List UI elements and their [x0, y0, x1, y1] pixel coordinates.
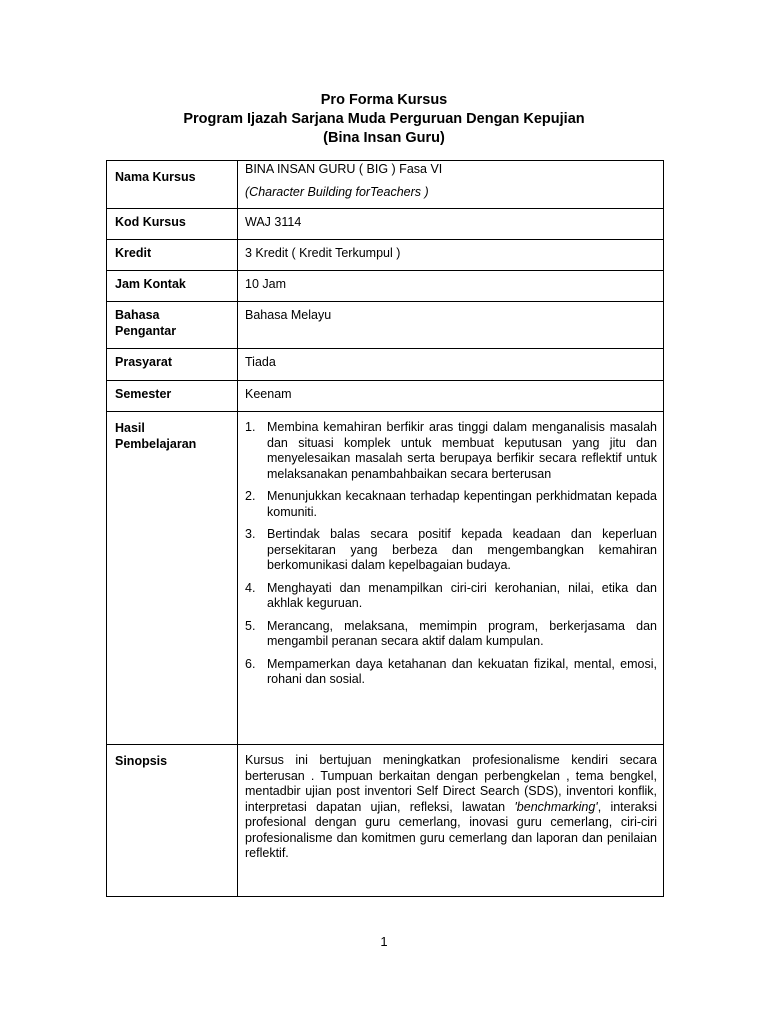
- list-item: [245, 581, 657, 612]
- label-bahasa-line1: Bahasa: [115, 308, 160, 322]
- synopsis-italic: 'benchmarking': [514, 799, 598, 814]
- value-hasil-pembelajaran: [238, 412, 664, 745]
- item-number: 6.: [245, 656, 256, 671]
- item-text: Mempamerkan daya ketahanan dan kekuatan fizikal, mental, emosi, rohani dan sosial.: [267, 656, 657, 686]
- value-kredit: 3 Kredit ( Kredit Terkumpul ): [238, 240, 664, 271]
- value-semester: Keenam: [238, 381, 664, 412]
- value-nama-kursus: [238, 161, 664, 209]
- header-title: Pro Forma Kursus: [320, 92, 448, 108]
- list-item: [245, 657, 657, 688]
- item-number: 1.: [245, 420, 256, 434]
- item-number: 5.: [245, 618, 256, 633]
- label-prasyarat: Prasyarat: [107, 349, 238, 381]
- row-hasil-pembelajaran: [107, 412, 664, 745]
- label-hasil-pembelajaran: [107, 412, 238, 745]
- label-semester: Semester: [107, 381, 238, 412]
- row-bahasa-pengantar: [107, 302, 664, 349]
- item-text: Bertindak balas secara positif kepada keadaan dan keperluan persekitaran yang berbeza dan mengembangkan kemahiran berkomunikasi dalam kepelbagaian budaya.: [267, 527, 657, 572]
- label-hasil-line1: Hasil: [115, 421, 145, 435]
- label-kredit: Kredit: [107, 240, 238, 271]
- item-text: Membina kemahiran berfikir aras tinggi dalam menganalisis masalah dan situasi komplek untuk membuat keputusan yang jitu dan menyelesaikan masalah serta berupaya berfikir secara reflektif untuk melaksanakan penambahbaikan secara berterusan: [267, 420, 657, 481]
- label-kod-kursus: Kod Kursus: [107, 209, 238, 240]
- item-number: 4.: [245, 580, 256, 595]
- label-sinopsis: Sinopsis: [107, 745, 238, 897]
- label-bahasa-line2: Pengantar: [115, 323, 177, 338]
- value-sinopsis: [238, 745, 664, 897]
- item-text: Merancang, melaksana, memimpin program, berkerjasama dan mengambil peranan secara aktif dalam kumpulan.: [267, 618, 657, 648]
- row-prasyarat: [107, 349, 664, 381]
- value-jam-kontak: 10 Jam: [238, 271, 664, 302]
- list-item: [245, 489, 657, 520]
- synopsis-text: Kursus ini bertujuan meningkatkan profesionalisme kendiri secara berterusan . Tumpuan berkaitan dengan perbengkelan , tema bengkel, mentadbir ujian post inventori Self Direct Search (SDS), inventori konflik, interpretasi dapatan ujian, refleksi, lawatan: [245, 753, 657, 814]
- value-bahasa-pengantar: Bahasa Melayu: [238, 302, 664, 349]
- course-proforma-table: [106, 160, 664, 897]
- row-nama-kursus: [107, 161, 664, 209]
- course-name-english: (Character Building forTeachers ): [245, 184, 429, 199]
- list-item: [245, 619, 657, 650]
- document-header: [0, 91, 768, 148]
- item-number: 2.: [245, 489, 256, 503]
- label-jam-kontak: Jam Kontak: [107, 271, 238, 302]
- row-kod-kursus: [107, 209, 664, 240]
- page-number: 1: [380, 934, 388, 949]
- header-subtitle: (Bina Insan Guru): [323, 130, 445, 146]
- item-text: Menghayati dan menampilkan ciri-ciri kerohanian, nilai, etika dan akhlak keguruan.: [267, 580, 657, 610]
- header-program: Program Ijazah Sarjana Muda Perguruan Dengan Kepujian: [183, 111, 585, 127]
- label-bahasa-pengantar: [107, 302, 238, 349]
- label-hasil-line2: Pembelajaran: [115, 436, 197, 451]
- synopsis-text-end: , interaksi profesional dengan guru cemerlang, inovasi guru cemerlang, ciri-ciri profesionalisme dan komitmen guru cemerlang dan laporan dan penilaian reflektif.: [245, 799, 657, 860]
- row-jam-kontak: [107, 271, 664, 302]
- row-kredit: [107, 240, 664, 271]
- item-number: 3.: [245, 527, 256, 541]
- list-item: [245, 420, 657, 482]
- row-semester: [107, 381, 664, 412]
- row-sinopsis: [107, 745, 664, 897]
- label-nama-kursus: Nama Kursus: [107, 161, 238, 209]
- list-item: [245, 527, 657, 574]
- value-prasyarat: Tiada: [238, 349, 664, 381]
- item-text: Menunjukkan kecaknaan terhadap kepentingan perkhidmatan kepada komuniti.: [267, 489, 657, 519]
- learning-outcomes-list: [245, 420, 657, 688]
- value-kod-kursus: WAJ 3114: [238, 209, 664, 240]
- course-name: BINA INSAN GURU ( BIG ) Fasa VI: [245, 162, 443, 176]
